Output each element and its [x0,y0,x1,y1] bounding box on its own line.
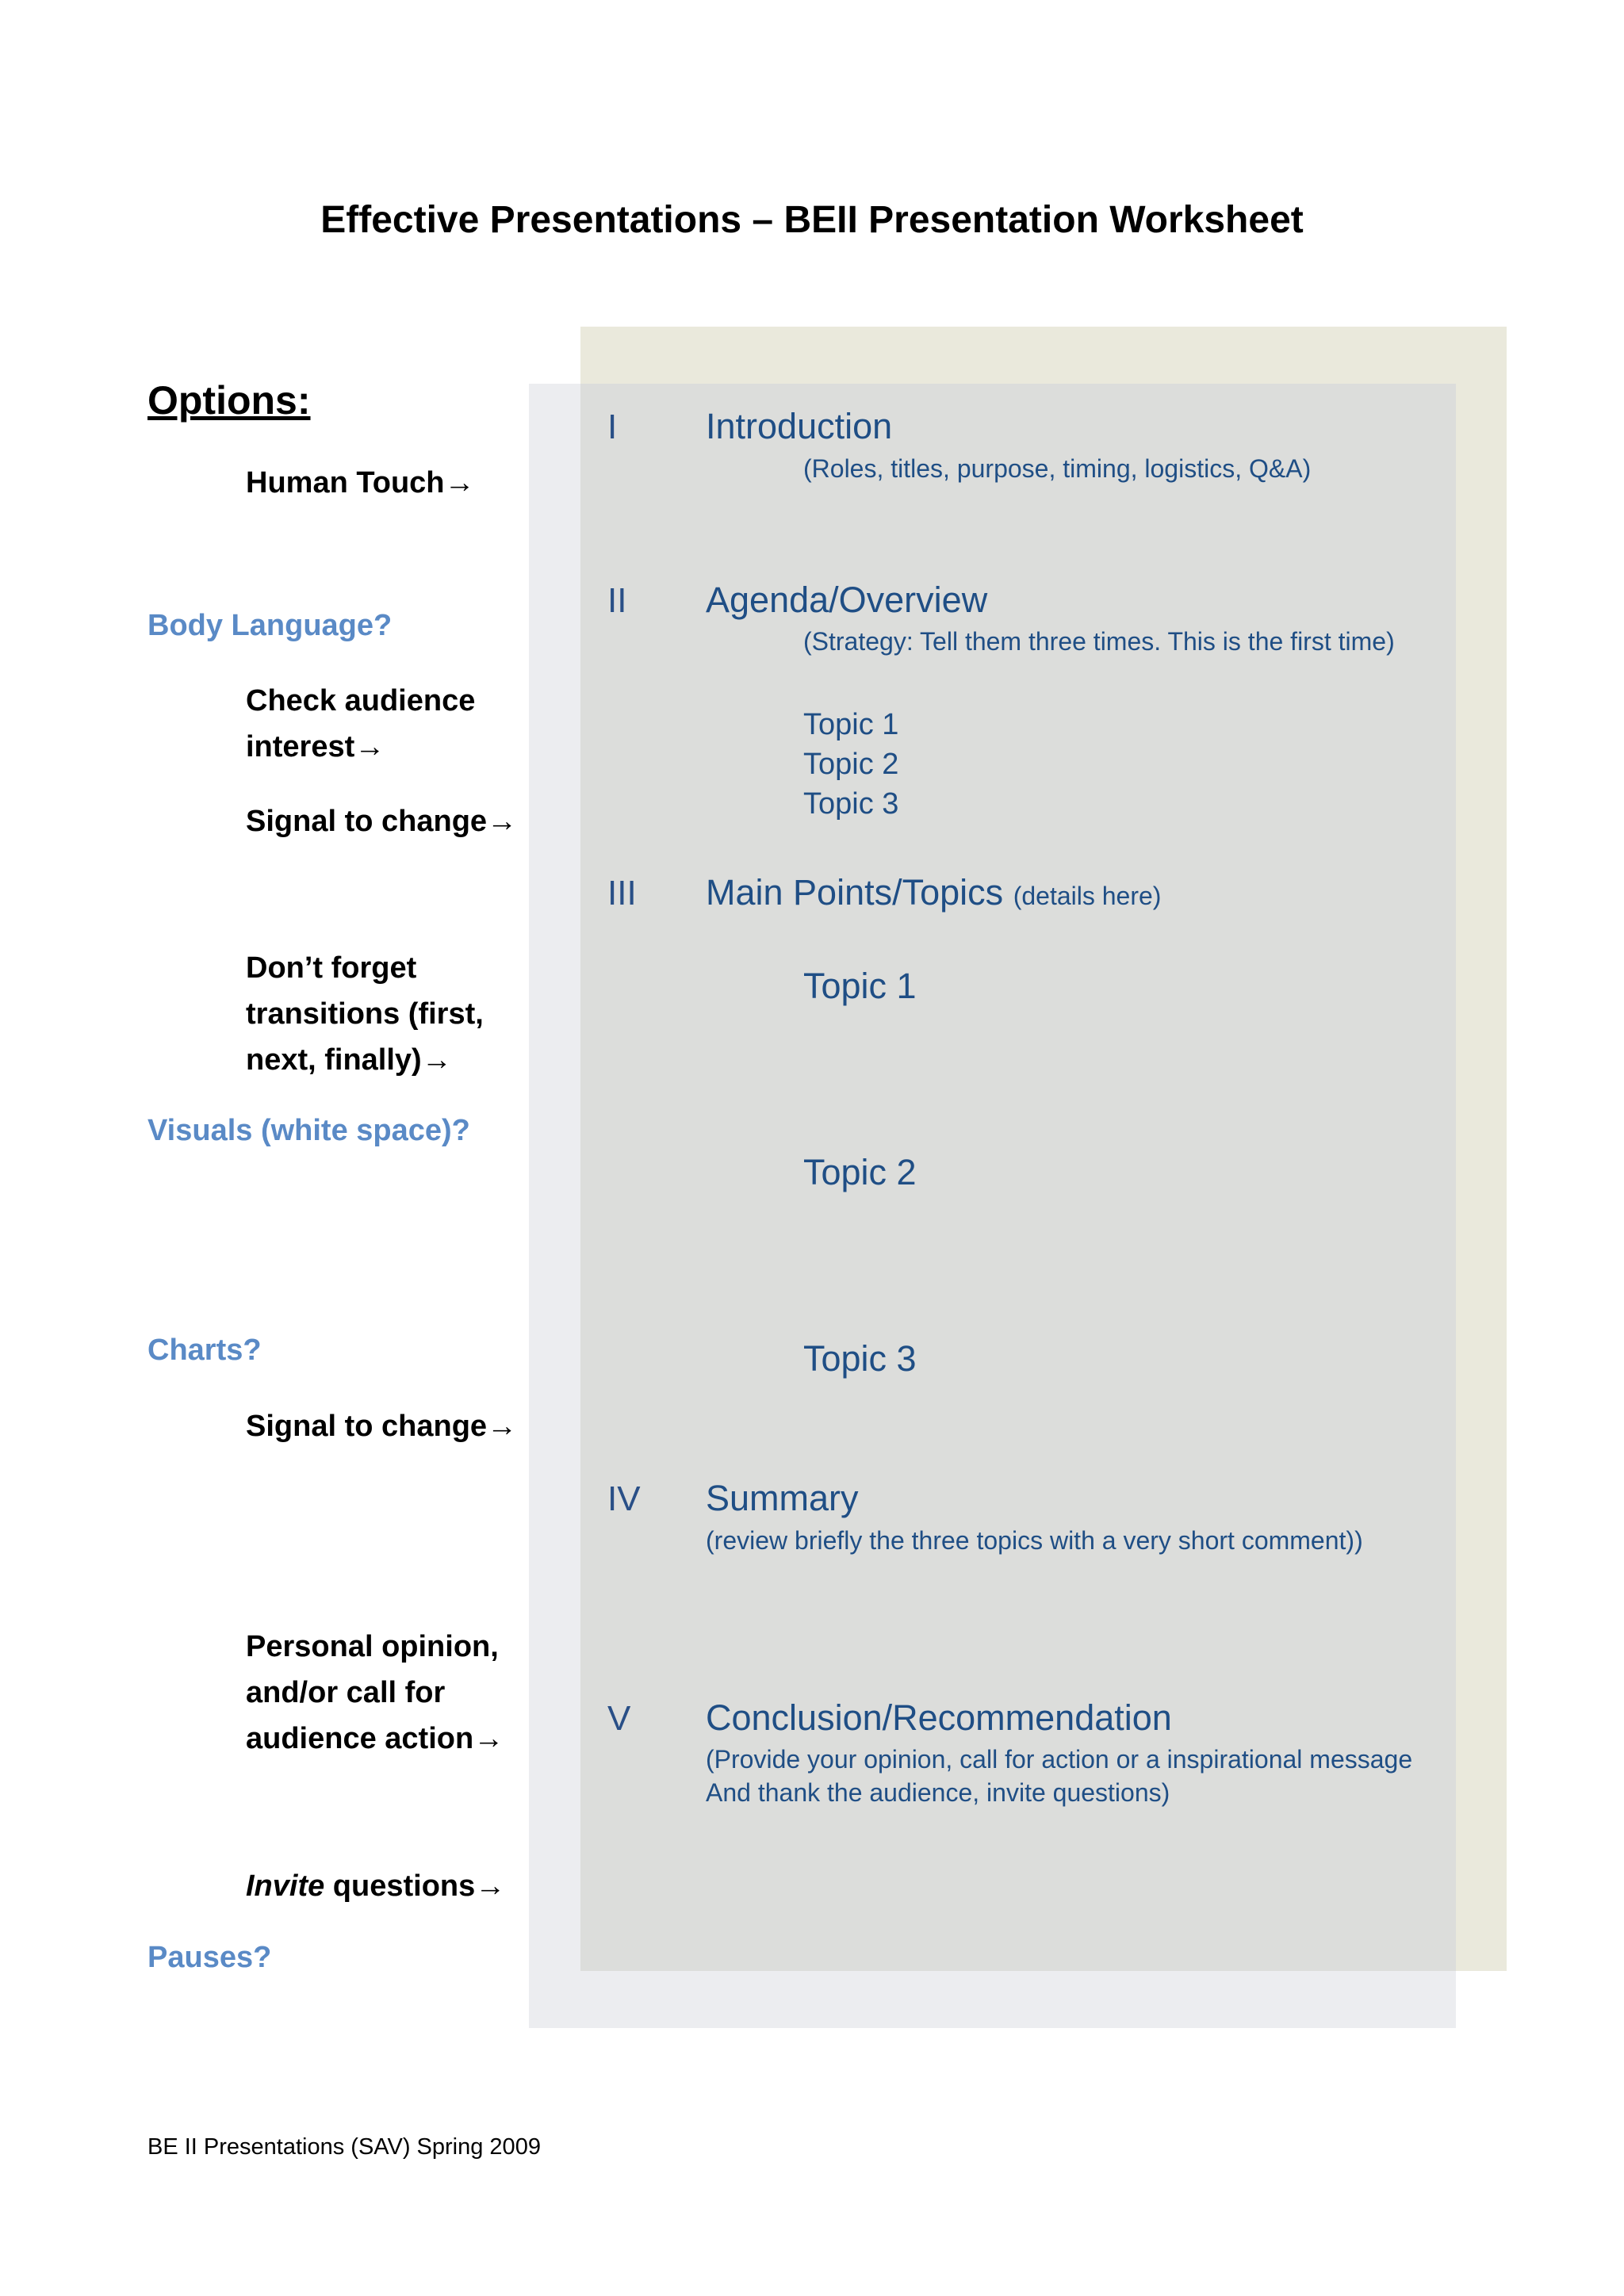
option-signal-change-2: Signal to change→ [246,1410,518,1443]
section-sub-conclusion-line2: And thank the audience, invite questions) [706,1778,1170,1807]
section-number-agenda: II [607,581,627,620]
option-human-touch: Human Touch→ [246,466,475,499]
section-title-agenda: Agenda/Overview [706,580,988,620]
section-number-summary: IV [607,1479,641,1518]
page-title: Effective Presentations – BEII Presentation Worksheet [320,199,1304,241]
options-heading: Options: [147,378,311,423]
option-transitions-line3: next, finally)→ [246,1043,452,1077]
section-details-note: (details here) [1013,882,1162,910]
section-sub-agenda: (Strategy: Tell them three times. This is the first time) [803,627,1395,656]
category-charts: Charts? [147,1334,262,1367]
section-number-main: III [607,874,637,913]
agenda-topic-1: Topic 1 [803,708,899,741]
option-personal-opinion [246,1624,504,1762]
section-number-introduction: I [607,408,618,446]
option-invite-rest: questions→ [324,1869,506,1903]
agenda-topic-3: Topic 3 [803,787,899,821]
category-visuals: Visuals (white space)? [147,1114,470,1147]
option-signal-change-1: Signal to change→ [246,805,518,838]
section-sub-conclusion-line1: (Provide your opinion, call for action or a inspirational message [706,1745,1413,1774]
section-title-summary: Summary [706,1478,859,1518]
section-title-main-text: Main Points/Topics [706,872,1004,913]
option-invite-questions [246,1863,505,1909]
option-transitions-line2: transitions (first, [246,997,484,1031]
main-topic-1: Topic 1 [803,966,917,1006]
section-number-conclusion: V [607,1699,631,1738]
section-sub-conclusion [706,1743,1412,1809]
option-check-audience-line1: Check audience [246,684,476,718]
main-topic-3: Topic 3 [803,1338,917,1379]
agenda-topic-list [803,705,898,824]
option-personal-opinion-line2: and/or call for [246,1676,446,1709]
category-body-language: Body Language? [147,609,393,642]
section-title-introduction: Introduction [706,406,893,446]
section-sub-summary: (review briefly the three topics with a very short comment)) [706,1526,1363,1555]
page-footer: BE II Presentations (SAV) Spring 2009 [147,2134,541,2160]
agenda-topic-2: Topic 2 [803,748,899,781]
option-check-audience-line2: interest→ [246,730,385,763]
main-topic-2: Topic 2 [803,1152,917,1192]
section-title-conclusion: Conclusion/Recommendation [706,1697,1172,1738]
section-title-main [706,872,1161,913]
option-check-audience [246,678,475,770]
option-personal-opinion-line3: audience action→ [246,1722,504,1755]
category-pauses: Pauses? [147,1941,272,1974]
option-personal-opinion-line1: Personal opinion, [246,1630,499,1663]
option-invite-emphasis: Invite [246,1869,325,1903]
option-transitions-line1: Don’t forget [246,951,417,985]
section-sub-introduction: (Roles, titles, purpose, timing, logistics, Q&A) [803,454,1312,483]
option-transitions [246,945,484,1083]
